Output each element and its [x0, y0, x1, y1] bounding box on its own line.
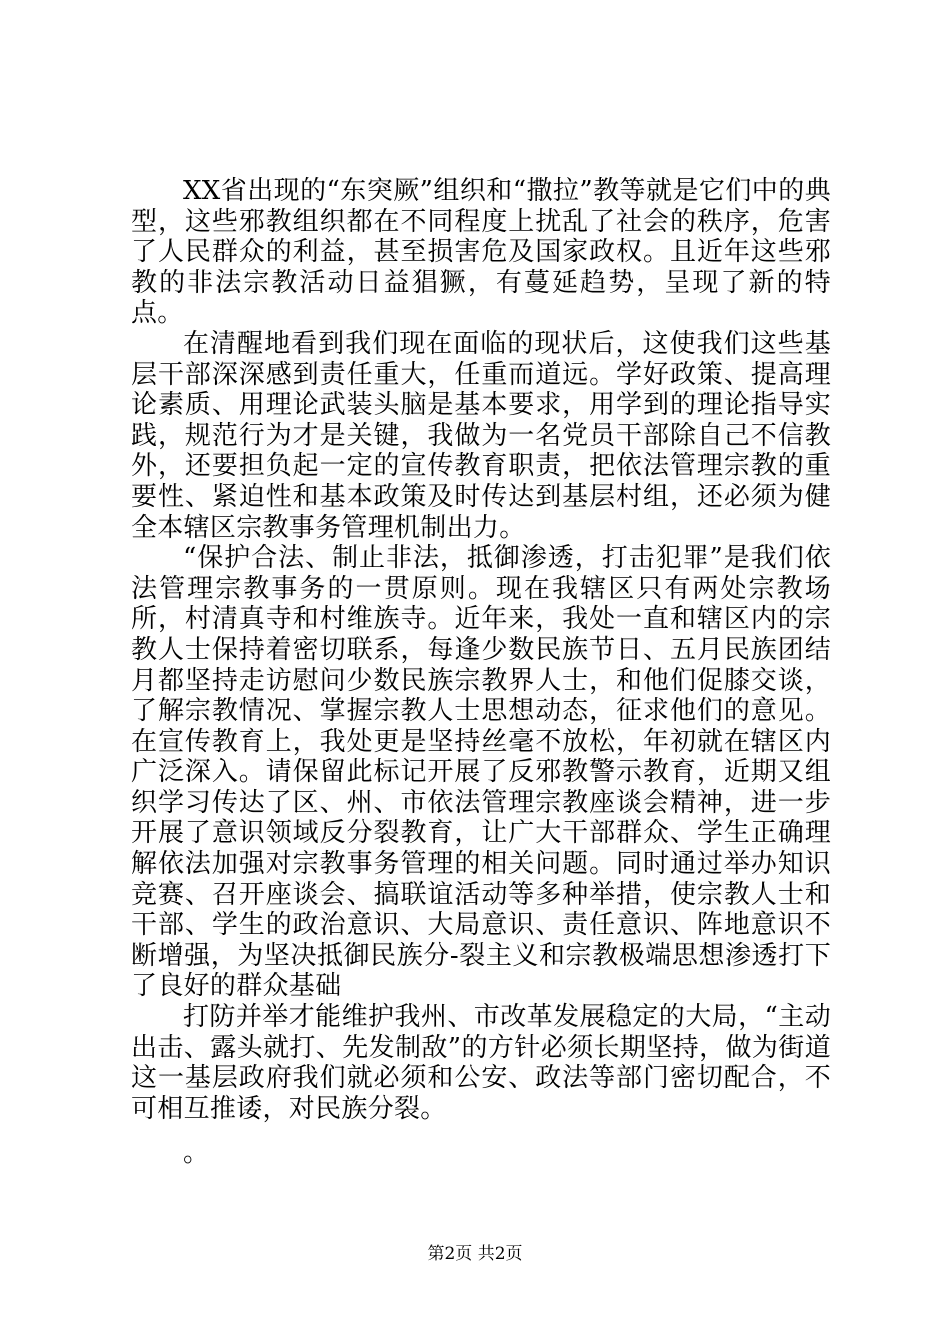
paragraph-2: 在清醒地看到我们现在面临的现状后，这使我们这些基层干部深深感到责任重大，任重而道远。学好政策、提高理论素质、用理论武装头脑是基本要求，用学到的理论指导实践，规范行为才是关键，我做为一名党员干部除自己不信教外，还要担负起一定的宣传教育职责，把依法管理宗教的重要性、紧迫性和基本政策及时传达到基层村组，还必须为健全本辖区宗教事务管理机制出力。: [131, 328, 831, 543]
paragraph-4: 打防并举才能维护我州、市改革发展稳定的大局，“主动出击、露头就打、先发制敌”的方针必须长期坚持，做为街道这一基层政府我们就必须和公安、政法等部门密切配合，不可相互推诿，对民族分裂。: [131, 1002, 831, 1124]
trailing-mark: 。: [183, 1138, 210, 1169]
page-footer: 第2页 共2页: [427, 1244, 523, 1264]
paragraph-1: XX省出现的“东突厥”组织和“撒拉”教等就是它们中的典型，这些邪教组织都在不同程度上扰乱了社会的秩序，危害了人民群众的利益，甚至损害危及国家政权。且近年这些邪教的非法宗教活动日益猖獗，有蔓延趋势，呈现了新的特点。: [131, 176, 831, 329]
document-body: [131, 176, 831, 1169]
paragraph-3: “保护合法、制止非法，抵御渗透，打击犯罪”是我们依法管理宗教事务的一贯原则。现在我辖区只有两处宗教场所，村清真寺和村维族寺。近年来，我处一直和辖区内的宗教人士保持着密切联系，每逢少数民族节日、五月民族团结月都坚持走访慰问少数民族宗教界人士，和他们促膝交谈，了解宗教情况、掌握宗教人士思想动态，征求他们的意见。在宣传教育上，我处更是坚持丝毫不放松，年初就在辖区内广泛深入。请保留此标记开展了反邪教警示教育，近期又组织学习传达了区、州、市依法管理宗教座谈会精神，进一步开展了意识领域反分裂教育，让广大干部群众、学生正确理解依法加强对宗教事务管理的相关问题。同时通过举办知识竞赛、召开座谈会、搞联谊活动等多种举措，使宗教人士和干部、学生的政治意识、大局意识、责任意识、阵地意识不断增强，为坚决抵御民族分-裂主义和宗教极端思想渗透打下了良好的群众基础: [131, 543, 831, 1002]
